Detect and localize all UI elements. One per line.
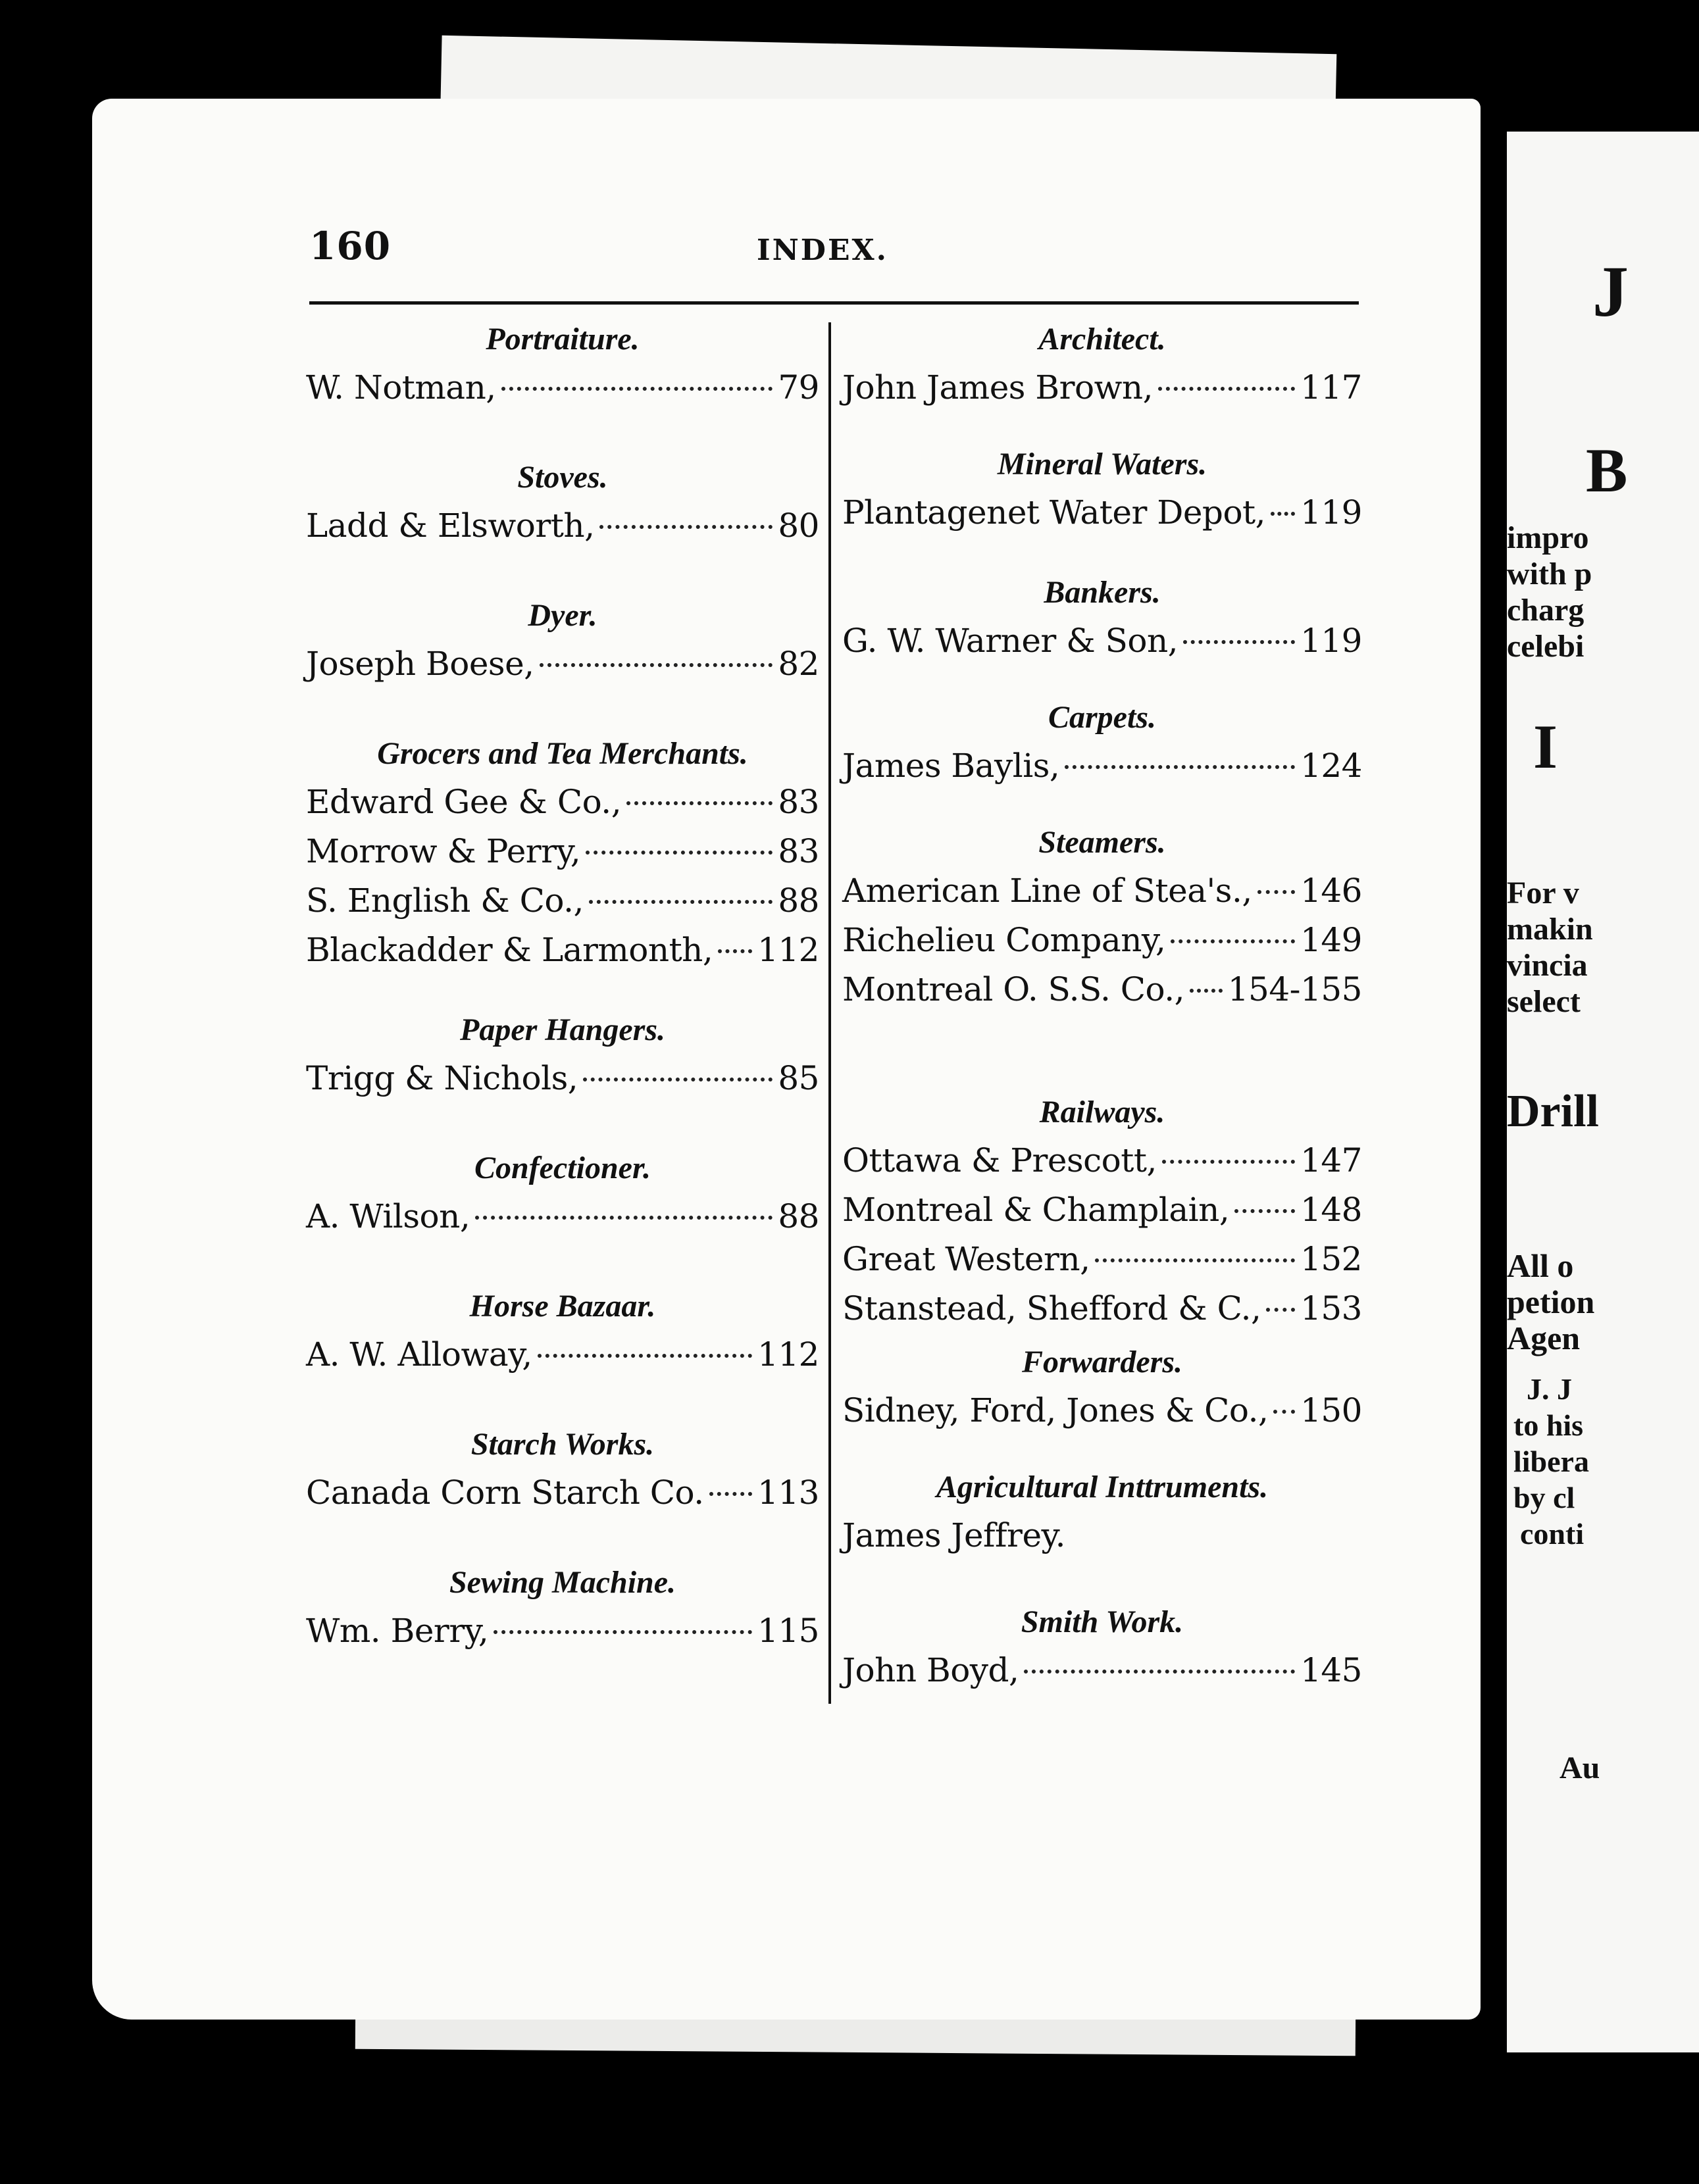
- column-divider: [828, 322, 831, 1704]
- leader-dots: [1171, 939, 1295, 943]
- entry-page-number: 79: [778, 368, 819, 407]
- adjacent-page-text: I: [1533, 712, 1558, 782]
- leader-dots: [475, 1216, 773, 1220]
- section-heading: Dyer.: [528, 598, 597, 633]
- entry-name: Ottawa & Prescott,: [842, 1141, 1157, 1179]
- entry-name: Richelieu Company,: [842, 921, 1166, 959]
- entry-name: Ladd & Elsworth,: [306, 507, 595, 545]
- adjacent-page: [1507, 132, 1699, 2052]
- index-entry: [842, 1386, 1362, 1435]
- entry-page-number: 83: [778, 832, 819, 870]
- entry-name: S. English & Co.,: [306, 881, 584, 920]
- page-title: INDEX.: [757, 234, 888, 267]
- index-entry: [842, 1511, 1362, 1560]
- index-entry: [306, 827, 819, 876]
- section-heading: Grocers and Tea Merchants.: [377, 736, 748, 771]
- index-entry: [842, 616, 1362, 666]
- entry-name: Morrow & Perry,: [306, 832, 581, 870]
- adjacent-page-text: petion: [1507, 1283, 1595, 1320]
- entry-page-number: 146: [1300, 872, 1362, 910]
- entry-name: A. Wilson,: [306, 1197, 470, 1235]
- index-section: [306, 730, 819, 975]
- entry-name: Canada Corn Starch Co.: [306, 1474, 704, 1512]
- entry-page-number: 119: [1300, 622, 1362, 660]
- index-entry: [842, 741, 1362, 791]
- entry-name: James Jeffrey.: [842, 1516, 1066, 1554]
- entry-page-number: 88: [778, 881, 819, 920]
- index-section: [842, 569, 1362, 666]
- index-entry: [306, 363, 819, 412]
- entry-name: Montreal & Champlain,: [842, 1191, 1230, 1229]
- section-heading: Sewing Machine.: [449, 1565, 676, 1600]
- leader-dots: [718, 949, 752, 953]
- index-entry: [306, 1468, 819, 1518]
- section-heading: Bankers.: [1044, 575, 1161, 610]
- adjacent-page-text: conti: [1520, 1517, 1585, 1551]
- leader-dots: [1257, 890, 1295, 894]
- adjacent-page-text: J. J: [1527, 1372, 1572, 1406]
- index-entry: [842, 1136, 1362, 1185]
- leader-dots: [1266, 1308, 1295, 1312]
- entry-name: James Baylis,: [842, 747, 1060, 785]
- adjacent-page-text: libera: [1513, 1445, 1589, 1478]
- leader-dots: [709, 1492, 752, 1496]
- entry-page-number: 115: [757, 1612, 819, 1650]
- index-entry: [306, 1054, 819, 1103]
- leader-dots: [1234, 1209, 1295, 1213]
- entry-name: Great Western,: [842, 1240, 1090, 1278]
- index-entry: [842, 488, 1362, 537]
- entry-name: John James Brown,: [842, 368, 1153, 407]
- index-entry: [842, 965, 1362, 1014]
- entry-page-number: 88: [778, 1197, 819, 1235]
- section-heading: Mineral Waters.: [997, 447, 1207, 482]
- leader-dots: [1095, 1258, 1295, 1262]
- entry-name: Blackadder & Larmonth,: [306, 931, 713, 969]
- leader-dots: [1183, 640, 1295, 644]
- index-section: [842, 1339, 1362, 1435]
- adjacent-page-text: All o: [1507, 1247, 1574, 1284]
- index-section: [842, 819, 1362, 1014]
- leader-dots: [1271, 512, 1295, 516]
- index-section: [306, 1283, 819, 1379]
- entry-name: Joseph Boese,: [306, 645, 534, 683]
- index-section: [306, 1559, 819, 1656]
- index-entry: [842, 1646, 1362, 1695]
- index-entry: [842, 1284, 1362, 1333]
- section-heading: Stoves.: [517, 460, 608, 495]
- entry-page-number: 124: [1300, 747, 1362, 785]
- entry-name: Montreal O. S.S. Co.,: [842, 970, 1185, 1008]
- section-heading: Forwarders.: [1021, 1345, 1183, 1379]
- entry-name: Wm. Berry,: [306, 1612, 489, 1650]
- index-section: [842, 1089, 1362, 1333]
- entry-page-number: 145: [1300, 1651, 1362, 1689]
- entry-page-number: 119: [1300, 493, 1362, 532]
- index-section: [842, 1464, 1362, 1560]
- header-rule: [309, 301, 1359, 305]
- entry-page-number: 85: [778, 1059, 819, 1097]
- index-section: [306, 1145, 819, 1241]
- leader-dots: [1158, 387, 1295, 391]
- index-section: [306, 1421, 819, 1518]
- index-section: [306, 316, 819, 412]
- leader-dots: [589, 900, 773, 904]
- entry-name: Stanstead, Shefford & C.,: [842, 1289, 1261, 1328]
- index-entry: [842, 1185, 1362, 1235]
- index-section: [842, 694, 1362, 791]
- adjacent-page-text: celebi: [1507, 629, 1585, 664]
- adjacent-page-text: J: [1592, 251, 1629, 332]
- adjacent-page-text: impro: [1507, 520, 1589, 555]
- entry-name: John Boyd,: [842, 1651, 1019, 1689]
- leader-dots: [1273, 1410, 1295, 1414]
- adjacent-page-text: makin: [1507, 912, 1593, 947]
- entry-page-number: 83: [778, 783, 819, 821]
- section-heading: Starch Works.: [470, 1427, 655, 1462]
- index-entry: [306, 1330, 819, 1379]
- index-entry: [306, 876, 819, 926]
- entry-page-number: 112: [757, 931, 819, 969]
- entry-page-number: 113: [757, 1474, 819, 1512]
- leader-dots: [586, 851, 773, 855]
- index-entry: [842, 866, 1362, 916]
- section-heading: Horse Bazaar.: [469, 1289, 656, 1324]
- leader-dots: [583, 1078, 773, 1081]
- index-section: [306, 592, 819, 689]
- leader-dots: [540, 663, 773, 667]
- index-entry: [306, 926, 819, 975]
- adjacent-page-text: Agen: [1507, 1320, 1581, 1356]
- leader-dots: [1065, 765, 1295, 769]
- section-heading: Portraiture.: [486, 322, 640, 357]
- entry-name: G. W. Warner & Son,: [842, 622, 1179, 660]
- index-section: [842, 1599, 1362, 1695]
- adjacent-page-text: by cl: [1513, 1481, 1575, 1514]
- section-heading: Carpets.: [1048, 700, 1156, 735]
- entry-page-number: 117: [1300, 368, 1362, 407]
- index-section: [842, 316, 1362, 412]
- leader-dots: [1024, 1670, 1295, 1674]
- entry-name: Plantagenet Water Depot,: [842, 493, 1266, 532]
- index-entry: [306, 1192, 819, 1241]
- entry-name: A. W. Alloway,: [306, 1335, 532, 1374]
- leader-dots: [599, 525, 773, 529]
- leader-dots: [1190, 989, 1223, 993]
- entry-name: Sidney, Ford, Jones & Co.,: [842, 1391, 1269, 1429]
- index-entry: [842, 916, 1362, 965]
- leader-dots: [626, 801, 773, 805]
- entry-page-number: 148: [1300, 1191, 1362, 1229]
- entry-name: W. Notman,: [306, 368, 496, 407]
- index-entry: [842, 1235, 1362, 1284]
- section-heading: Architect.: [1038, 322, 1166, 357]
- adjacent-page-text: B: [1586, 435, 1628, 505]
- section-heading: Steamers.: [1038, 825, 1166, 860]
- entry-page-number: 149: [1300, 921, 1362, 959]
- entry-name: American Line of Stea's.,: [842, 872, 1252, 910]
- index-section: [306, 1006, 819, 1103]
- adjacent-page-text: with p: [1507, 557, 1592, 591]
- entry-page-number: 150: [1300, 1391, 1362, 1429]
- entry-page-number: 152: [1300, 1240, 1362, 1278]
- adjacent-page-text: charg: [1507, 593, 1585, 628]
- index-entry: [306, 1606, 819, 1656]
- section-heading: Smith Work.: [1021, 1604, 1184, 1639]
- adjacent-page-text: For v: [1507, 876, 1579, 910]
- entry-page-number: 82: [778, 645, 819, 683]
- section-heading: Railways.: [1039, 1095, 1165, 1129]
- leader-dots: [1162, 1160, 1295, 1164]
- adjacent-page-text: Au: [1560, 1750, 1600, 1785]
- index-section: [306, 454, 819, 551]
- index-entry: [306, 778, 819, 827]
- section-heading: Confectioner.: [474, 1151, 651, 1185]
- section-heading: Paper Hangers.: [460, 1012, 665, 1047]
- index-entry: [306, 501, 819, 551]
- entry-page-number: 80: [778, 507, 819, 545]
- section-heading: Agricultural Inttruments.: [936, 1470, 1269, 1504]
- page-number: 160: [309, 224, 392, 268]
- entry-page-number: 153: [1300, 1289, 1362, 1328]
- entry-page-number: 147: [1300, 1141, 1362, 1179]
- index-entry: [306, 639, 819, 689]
- adjacent-page-text: to his: [1513, 1408, 1584, 1442]
- adjacent-page-text: Drill: [1507, 1086, 1599, 1137]
- adjacent-page-text: select: [1507, 984, 1581, 1019]
- leader-dots: [538, 1354, 752, 1358]
- index-entry: [842, 363, 1362, 412]
- entry-name: Trigg & Nichols,: [306, 1059, 578, 1097]
- adjacent-page-text: vincia: [1507, 948, 1588, 983]
- leader-dots: [501, 387, 773, 391]
- entry-page-number: 112: [757, 1335, 819, 1374]
- entry-name: Edward Gee & Co.,: [306, 783, 622, 821]
- index-section: [842, 441, 1362, 537]
- leader-dots: [494, 1630, 752, 1634]
- entry-page-number: 154-155: [1227, 970, 1362, 1008]
